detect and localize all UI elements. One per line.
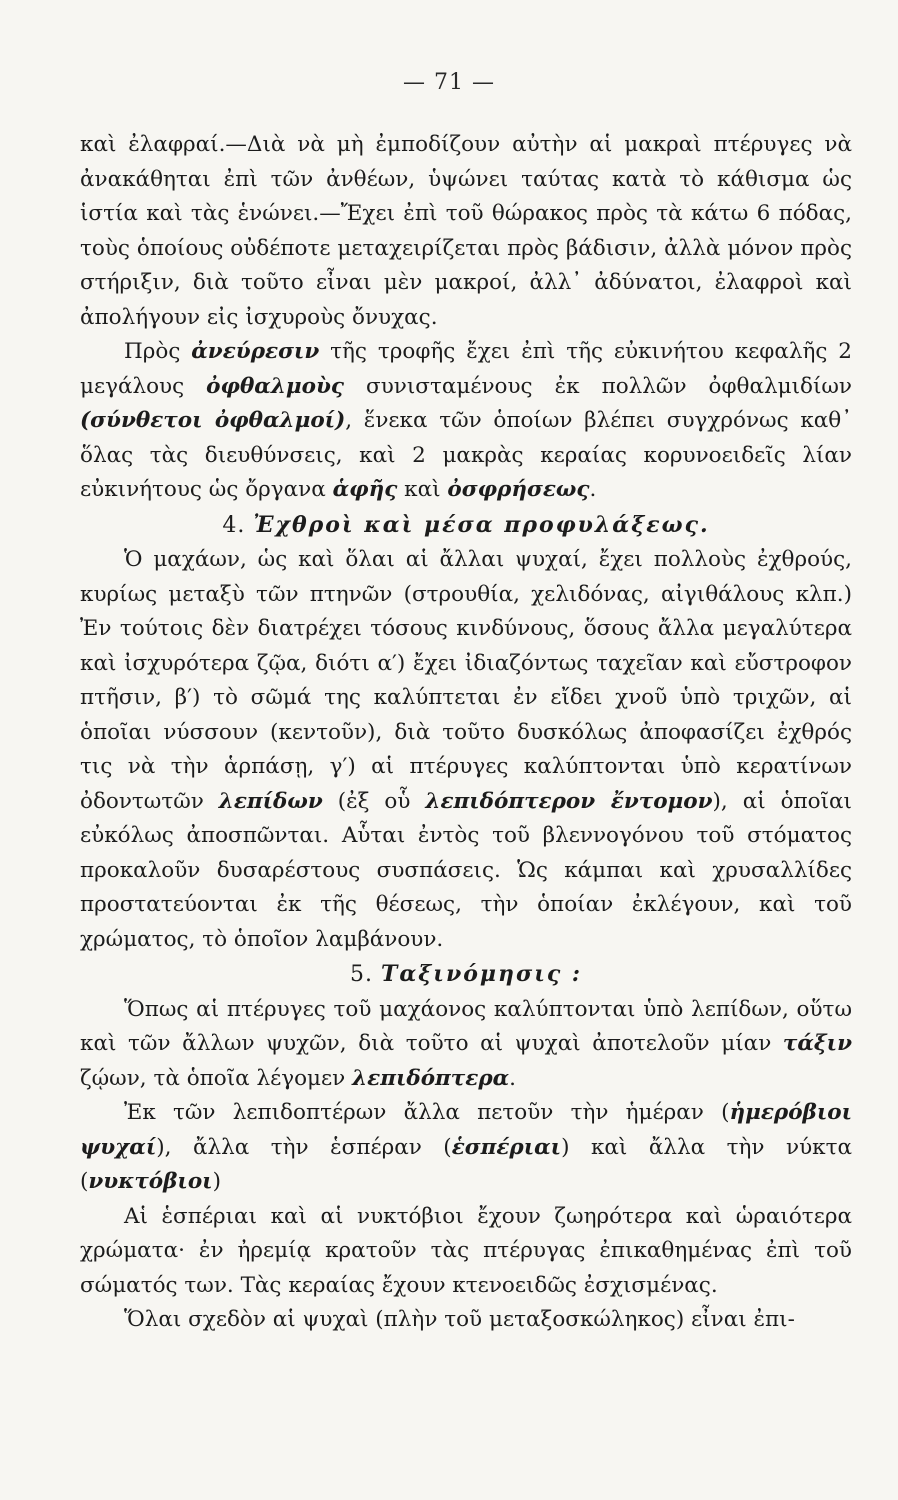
p2-text-1: Πρὸς [124, 339, 192, 364]
p3-emphasis-2: λεπιδόπτερον ἔντομον [425, 788, 713, 814]
paragraph-4 [80, 993, 852, 1097]
p2-text-6: . [589, 477, 597, 502]
p5-emphasis-1: ἡμερόβιοι ψυχαί [80, 1100, 852, 1160]
p2-emphasis-4: ἁφῆς [332, 477, 398, 502]
paragraph-3 [80, 543, 852, 957]
page-body [80, 128, 852, 1338]
p2-emphasis-2: ὀφθαλμοὺς [206, 373, 345, 399]
section-5-number: 5. [349, 962, 373, 987]
section-heading-5 [80, 957, 852, 993]
section-5-title: Ταξινόμησις : [380, 961, 583, 987]
p3-text-2: (ἐξ οὗ [322, 788, 426, 814]
p5-text-2: ), ἄλλα τὴν ἑσπέραν ( [156, 1134, 452, 1160]
page-number: — 71 — [403, 70, 495, 95]
p3-text-1: Ὁ μαχάων, ὡς καὶ ὅλαι αἱ ἄλλαι ψυχαί, ἔχει πολλοὺς ἐχθρούς, κυρίως μεταξὺ τῶν πτηνῶν (στρουθία, χελιδόνας, αἰγιθάλους κλπ.) Ἐν τούτοις δὲν διατρέχει τόσους κινδύνους, ὅσους ἄλλα μεγαλύτερα καὶ ἰσχυρότερα ζῷα, διότι α′) ἔχει ἰδιαζόντως ταχεῖαν καὶ εὔστροφον πτῆσιν, β′) τὸ σῶμά της καλύπτεται ἐν εἴδει χνοῦ ὑπὸ τριχῶν, αἱ ὁποῖαι νύσσουν (κεντοῦν), διὰ τοῦτο δυσκόλως ἀποφασίζει ἐχθρός τις νὰ τὴν ἁρπάσῃ, γ′) αἱ πτέρυγες καλύπτονται ὑπὸ κερατίνων ὀδοντωτῶν [80, 547, 852, 814]
p2-text-3: συνισταμένους ἐκ πολλῶν ὀφθαλμιδίων [344, 373, 852, 399]
p2-emphasis-1: ἀνεύρεσιν [191, 339, 320, 364]
p4-text-2: ζῴων, τὰ ὁποῖα λέγομεν [80, 1065, 353, 1091]
section-4-number: 4. [222, 512, 246, 538]
p5-text-4: ) [212, 1169, 221, 1194]
p5-emphasis-2: ἑσπέριαι [451, 1134, 562, 1160]
paragraph-1: καὶ ἐλαφραί.—Διὰ νὰ μὴ ἐμποδίζουν αὐτὴν αἱ μακραὶ πτέρυγες νὰ ἀνακάθηται ἐπὶ τῶν ἀνθέων, ὑψώνει ταύτας κατὰ τὸ κάθισμα ὡς ἱστία καὶ τὰς ἑνώνει.—Ἔχει ἐπὶ τοῦ θώρακος πρὸς τὰ κάτω 6 πόδας, τοὺς ὁποίους οὐδέποτε μεταχειρίζεται πρὸς βάδισιν, ἀλλὰ μόνον πρὸς στήριξιν, διὰ τοῦτο εἶναι μὲν μακροί, ἀλλ᾽ ἀδύνατοι, ἐλαφροὶ καὶ ἀπολήγουν εἰς ἰσχυροὺς ὄνυχας. [80, 132, 852, 330]
paragraph-7: Ὅλαι σχεδὸν αἱ ψυχαὶ (πλὴν τοῦ μεταξοσκώληκος) εἶναι ἐπι- [124, 1307, 795, 1332]
p4-emphasis-1: τάξιν [782, 1031, 852, 1056]
p4-emphasis-2: λεπιδόπτερα [352, 1065, 510, 1091]
p4-text-1: Ὅπως αἱ πτέρυγες τοῦ μαχάονος καλύπτονται ὑπὸ λεπίδων, οὕτω καὶ τῶν ἄλλων ψυχῶν, διὰ τοῦτο αἱ ψυχαὶ ἀποτελοῦν μίαν [80, 996, 852, 1056]
paragraph-6: Αἱ ἑσπέριαι καὶ αἱ νυκτόβιοι ἔχουν ζωηρότερα καὶ ὡραιότερα χρώματα· ἐν ἠρεμίᾳ κρατοῦν τὰς πτέρυγας ἐπικαθημένας ἐπὶ τοῦ σώματός των. Τὰς κεραίας ἔχουν κτενοειδῶς ἐσχισμένας. [80, 1203, 852, 1298]
p3-text-3: ), αἱ ὁποῖαι εὐκόλως ἀποσπῶνται. Αὗται ἐντὸς τοῦ βλεννογόνου τοῦ στόματος προκαλοῦν δυσαρέστους συσπάσεις. Ὡς κάμπαι καὶ χρυσαλλίδες προστατεύονται ἐκ τῆς θέσεως, τὴν ὁποίαν ἐκλέγουν, καὶ τοῦ χρώματος, τὸ ὁποῖον λαμβάνουν. [80, 788, 852, 952]
p5-emphasis-3: νυκτόβιοι [88, 1169, 213, 1194]
p2-text-5: καὶ [397, 477, 448, 502]
paragraph-2 [80, 335, 852, 508]
p5-text-1: Ἐκ τῶν λεπιδοπτέρων ἄλλα πετοῦν τὴν ἡμέραν ( [124, 1100, 730, 1125]
p5-text-3: ) καὶ ἄλλα τὴν νύκτα ( [80, 1134, 852, 1194]
p2-emphasis-5: ὀσφρήσεως [447, 477, 590, 502]
section-heading-4 [80, 508, 852, 544]
section-4-title: Ἐχθροὶ καὶ μέσα προφυλάξεως. [253, 511, 710, 538]
p4-text-3: . [509, 1065, 517, 1091]
paragraph-5 [80, 1096, 852, 1200]
p2-emphasis-3: (σύνθετοι ὀφθαλμοί) [80, 408, 346, 433]
p2-text-2: τῆς τροφῆς ἔχει ἐπὶ τῆς εὐκινήτου κεφαλῆς 2 μεγάλους [80, 339, 852, 399]
p2-text-4: , ἕνεκα τῶν ὁποίων βλέπει συγχρόνως καθ᾽ ὅλας τὰς διευθύνσεις, καὶ 2 μακρὰς κεραίας κορυνοειδεῖς λίαν εὐκινήτους ὡς ὄργανα [80, 408, 852, 502]
p3-emphasis-1: λεπίδων [218, 788, 323, 814]
